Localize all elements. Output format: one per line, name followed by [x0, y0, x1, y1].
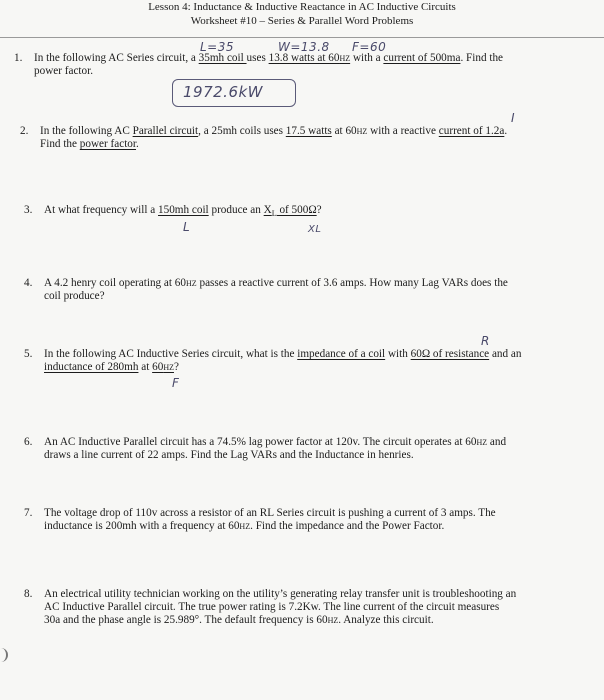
question-text: In the following AC Series circuit, a 35mh coil uses 13.8 watts at 60HZ with a current of 500ma. Find the [34, 52, 504, 64]
handwritten-W: W=13.8 [278, 40, 330, 54]
handwritten-I: I [511, 111, 516, 125]
question-text-line3: 30a and the phase angle is 25.989°. The default frequency is 60HZ. Analyze this circuit. [44, 614, 434, 626]
handwritten-F5: F [172, 376, 180, 390]
question-text: The voltage drop of 110v across a resistor of an RL Series circuit is pushing a current of 3 amps. The [44, 507, 496, 519]
handwritten-F: F=60 [352, 40, 387, 54]
handwritten-R: R [481, 334, 490, 348]
question-text: A 4.2 henry coil operating at 60HZ passes a reactive current of 3.6 amps. How many Lag VARs does the [44, 277, 508, 289]
question-number: 2. [20, 125, 29, 137]
handwritten-L3: L [183, 220, 191, 234]
question-number: 4. [24, 277, 33, 289]
question-text-line2: power factor. [34, 65, 94, 77]
question-text: An AC Inductive Parallel circuit has a 74.5% lag power factor at 120v. The circuit operates at 60HZ and [44, 436, 507, 448]
handwritten-XL: XL [308, 224, 322, 235]
page-edge-mark [0, 648, 8, 662]
question-number: 8. [24, 588, 33, 600]
question-text-line2: inductance of 280mh at 60HZ? [44, 361, 179, 373]
worksheet-subtitle: Worksheet #10 – Series & Parallel Word Problems [190, 15, 414, 27]
question-text: In the following AC Parallel circuit, a 25mh coils uses 17.5 watts at 60HZ with a reactive current of 1.2a. [40, 125, 508, 137]
question-text-line2: AC Inductive Parallel circuit. The true power rating is 7.2Kw. The line current of the circuit measures [44, 601, 500, 613]
question-text-line2: inductance is 200mh with a frequency at 60HZ. Find the impedance and the Power Factor. [44, 520, 445, 532]
header-divider [0, 37, 604, 38]
question-number: 6. [24, 436, 33, 448]
question-number: 1. [14, 52, 23, 64]
question-text-line2: Find the power factor. [40, 138, 139, 150]
question-number: 3. [24, 204, 33, 216]
handwritten-L: L=35 [200, 40, 235, 54]
question-text: An electrical utility technician working on the utility’s generating relay transfer unit is troubleshooting an [44, 588, 517, 600]
handwritten-answer: 1972.6kW [183, 83, 264, 101]
question-text-line2: draws a line current of 22 amps. Find the Lag VARs and the Inductance in henries. [44, 449, 414, 461]
question-text-line2: coil produce? [44, 290, 105, 302]
question-text: At what frequency will a 150mh coil produce an $X_L$ of 500Ω? [44, 204, 322, 219]
question-text: In the following AC Inductive Series circuit, what is the impedance of a coil with 60Ω of resistance and an [44, 348, 522, 360]
lesson-title: Lesson 4: Inductance & Inductive Reactance in AC Inductive Circuits [148, 1, 456, 13]
question-number: 7. [24, 507, 33, 519]
question-number: 5. [24, 348, 33, 360]
handwritten-answer-box [172, 79, 296, 107]
